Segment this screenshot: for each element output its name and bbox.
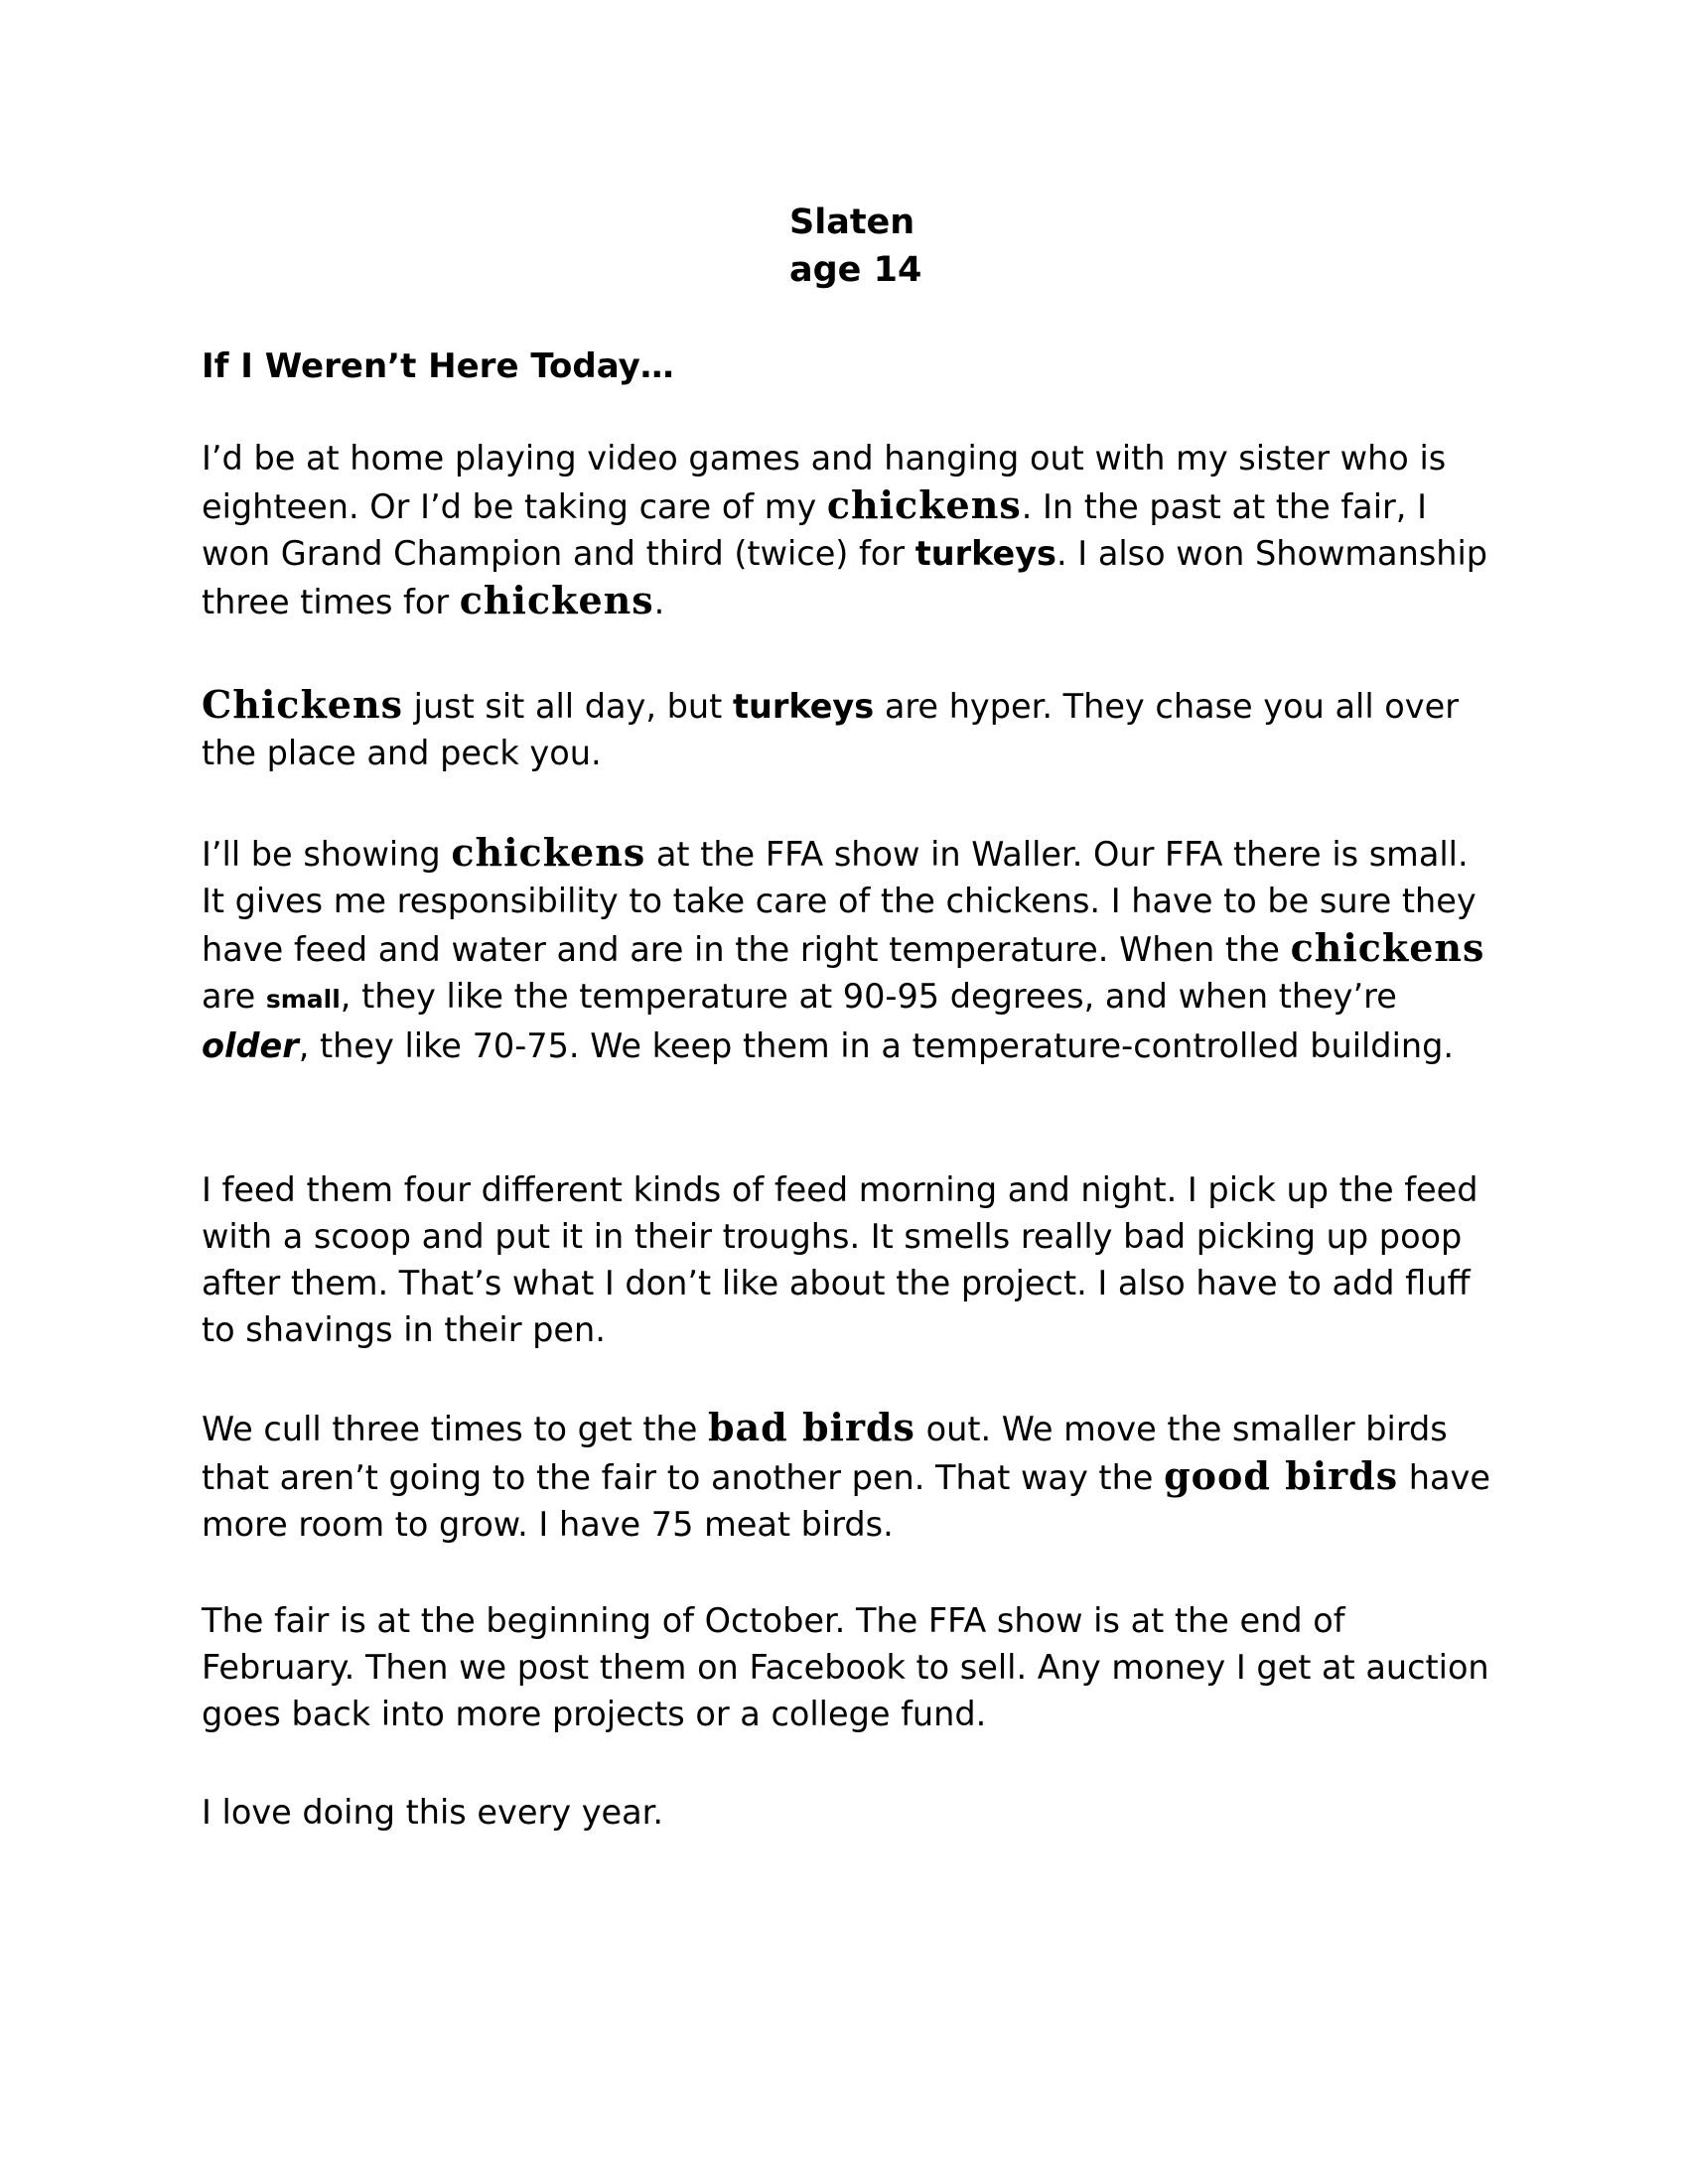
- text-run: have more room to grow. I have 75 meat birds.: [202, 1458, 1490, 1544]
- text-run: I’d be at home playing video games and hanging out with my sister who is eighteen. Or I’d be taking care of my: [202, 439, 1447, 526]
- text-run: out. We move the smaller birds that aren’t going to the fair to another pen. That way the: [202, 1410, 1448, 1497]
- decorative-word: chickens: [1290, 925, 1485, 970]
- paragraph-7: I love doing this every year.: [202, 1793, 664, 1832]
- text-run: I’ll be showing: [202, 835, 452, 874]
- text-run: . In the past at the fair, I won Grand Champion and third (twice) for: [202, 487, 1427, 573]
- bold-word: turkeys: [732, 687, 875, 726]
- decorative-word: good birds: [1164, 1453, 1399, 1498]
- text-run: .: [653, 583, 665, 621]
- text-run: , they like 70-75. We keep them in a temperature-controlled building.: [298, 1026, 1455, 1065]
- paragraph-3: [202, 829, 1492, 1069]
- small-word: small: [265, 985, 341, 1014]
- text-run: at the FFA show in Waller. Our FFA there is small. It gives me responsibility to take care of the chickens. I have to be sure they have feed and water and are in the right temperature. When the: [202, 835, 1477, 969]
- decorative-word: bad birds: [707, 1405, 915, 1449]
- decorative-word: Chickens: [202, 682, 403, 727]
- paragraph-6: The fair is at the beginning of October. The FFA show is at the end of February. Then we post them on Facebook to sell. Any money I get at auction goes back into more projects or a college fund.: [202, 1601, 1489, 1733]
- paragraph-1: [202, 435, 1492, 625]
- paragraph-2: [202, 681, 1492, 776]
- text-run: . I also won Showmanship three times for: [202, 534, 1488, 621]
- text-run: just sit all day, but: [402, 687, 733, 726]
- text-run: , they like the temperature at 90-95 degrees, and when they’re: [340, 977, 1397, 1016]
- text-run: We cull three times to get the: [202, 1410, 708, 1448]
- decorative-word: chickens: [826, 482, 1022, 527]
- paragraph-4: I feed them four different kinds of feed morning and night. I pick up the feed with a scoop and put it in their troughs. It smells really bad picking up poop after them. That’s what I don’t like about the project. I also have to add fluff to shavings in their pen.: [202, 1170, 1478, 1349]
- author-name: Slaten: [789, 203, 915, 242]
- decorative-word: chickens: [459, 578, 654, 622]
- italic-word: older: [202, 1026, 299, 1065]
- text-run: are: [202, 977, 266, 1016]
- decorative-word: chickens: [451, 830, 646, 875]
- author-age: age 14: [789, 250, 922, 290]
- essay-title: If I Weren’t Here Today…: [202, 346, 674, 386]
- bold-word: turkeys: [914, 534, 1056, 573]
- text-run: are hyper. They chase you all over the place and peck you.: [202, 687, 1459, 772]
- paragraph-5: [202, 1404, 1492, 1548]
